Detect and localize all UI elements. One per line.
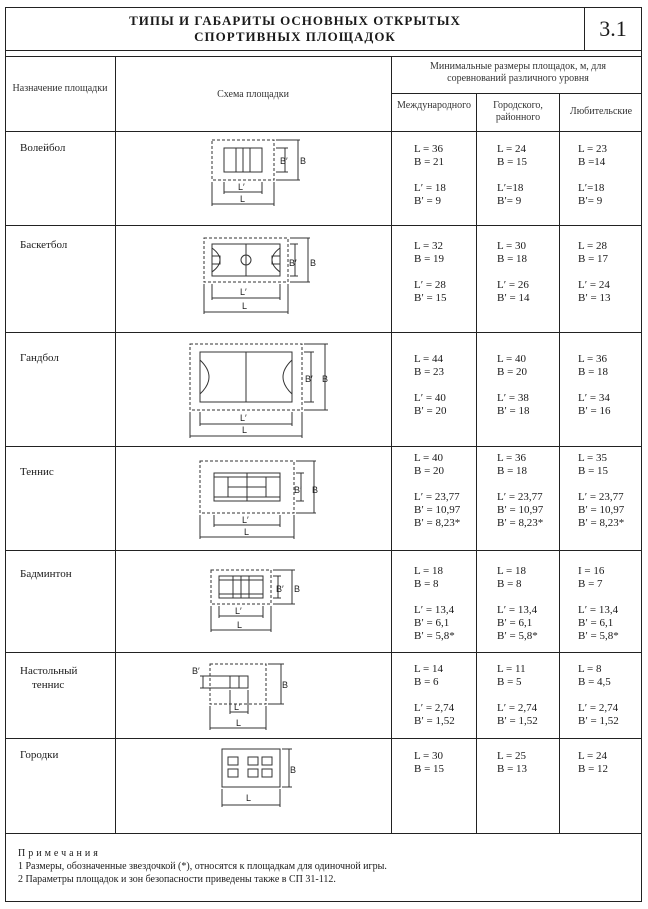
size-value: B′ = 20 xyxy=(414,405,447,417)
size-cell-amateur xyxy=(578,240,610,305)
handball-scheme xyxy=(180,340,330,440)
header-international: Международного xyxy=(397,100,471,111)
dim-b-prime: B′ xyxy=(276,584,284,594)
size-value: B = 12 xyxy=(578,763,609,775)
dim-b: B xyxy=(310,258,317,268)
col-divider xyxy=(391,56,392,833)
size-value: L = 24 xyxy=(578,750,608,762)
size-value: B = 18 xyxy=(497,253,528,265)
size-value: L′ = 13,4 xyxy=(497,604,538,616)
size-value: L′ = 40 xyxy=(414,392,446,404)
table-top-rule xyxy=(5,56,642,57)
size-value: B = 23 xyxy=(414,366,445,378)
size-value xyxy=(497,689,538,702)
size-value: L = 36 xyxy=(414,143,444,155)
size-value: B′ = 18 xyxy=(497,405,530,417)
header-sizes: Минимальные размеры площадок, м, для соревнований различного уровня xyxy=(430,61,606,84)
table-tennis-scheme xyxy=(186,656,296,736)
badminton-scheme xyxy=(203,566,303,636)
dim-b: B xyxy=(322,374,329,384)
size-value xyxy=(578,591,619,604)
size-value: B′= 9 xyxy=(578,195,603,207)
size-value: B′ = 8,23* xyxy=(578,517,625,529)
subheader-rule xyxy=(391,93,642,94)
size-value xyxy=(497,266,529,279)
header-scheme: Схема площадки xyxy=(217,89,289,100)
size-value xyxy=(414,379,446,392)
sport-table-tennis-line1: Настольный xyxy=(20,665,78,677)
size-value: B′ = 10,97 xyxy=(578,504,625,516)
page-title xyxy=(5,7,585,51)
size-value: B′ = 10,97 xyxy=(497,504,544,516)
size-value xyxy=(497,379,529,392)
size-value: L′ = 13,4 xyxy=(414,604,455,616)
size-value xyxy=(414,478,460,491)
size-value: B′= 9 xyxy=(497,195,522,207)
size-value: B = 18 xyxy=(497,465,528,477)
size-cell-city xyxy=(497,353,529,418)
header-purpose: Назначение площадки xyxy=(12,83,108,94)
size-value: L′ = 24 xyxy=(578,279,610,291)
dim-l: L xyxy=(237,620,243,630)
size-value: B′ = 1,52 xyxy=(578,715,619,727)
note-2: 2 Параметры площадок и зон безопасности приведены также в СП 31-112. xyxy=(18,874,336,885)
dim-b-prime: B′ xyxy=(192,666,200,676)
size-value: B = 5 xyxy=(497,676,522,688)
size-value: B = 15 xyxy=(414,763,445,775)
size-value: L = 30 xyxy=(497,240,527,252)
size-value: L = 40 xyxy=(414,452,444,464)
header-city: Городского, районного xyxy=(493,100,543,123)
table-frame xyxy=(5,7,642,902)
size-value: L′ = 23,77 xyxy=(497,491,543,503)
size-value: B = 4,5 xyxy=(578,676,611,688)
row-divider xyxy=(5,225,642,226)
size-value: B′ = 6,1 xyxy=(578,617,614,629)
size-value: L′=18 xyxy=(578,182,605,194)
size-value: B′ = 5,8* xyxy=(497,630,538,642)
size-value xyxy=(578,379,610,392)
gorodki-scheme xyxy=(218,745,318,827)
row-divider xyxy=(5,550,642,551)
dim-l-prime: L′ xyxy=(234,702,241,712)
basketball-scheme xyxy=(194,234,317,319)
size-cell-amateur xyxy=(578,452,624,530)
size-value: B = 20 xyxy=(414,465,445,477)
size-value: B = 21 xyxy=(414,156,445,168)
dim-l-prime: L′ xyxy=(238,182,245,192)
size-value: L′ = 23,77 xyxy=(578,491,624,503)
col-divider xyxy=(115,56,116,833)
size-cell-intl xyxy=(414,452,460,530)
size-value xyxy=(414,169,446,182)
size-value: L′ = 34 xyxy=(578,392,610,404)
size-value: B = 19 xyxy=(414,253,445,265)
size-value xyxy=(497,169,527,182)
size-value xyxy=(414,689,455,702)
size-value: L′ = 23,77 xyxy=(414,491,460,503)
size-value xyxy=(497,591,538,604)
size-value: B′ = 6,1 xyxy=(497,617,533,629)
size-value: B′ = 5,8* xyxy=(414,630,455,642)
size-value: B′ = 9 xyxy=(414,195,441,207)
dim-b: B xyxy=(312,485,319,495)
size-value: B =14 xyxy=(578,156,606,168)
size-cell-amateur xyxy=(578,663,619,728)
size-value xyxy=(497,478,543,491)
size-cell-city xyxy=(497,565,538,643)
size-cell-intl xyxy=(414,750,444,776)
size-value: B′ = 16 xyxy=(578,405,611,417)
size-value: L = 25 xyxy=(497,750,527,762)
size-value: L′ = 18 xyxy=(414,182,446,194)
dim-l-prime: L′ xyxy=(235,606,242,616)
sport-table-tennis xyxy=(20,664,77,692)
sport-tennis: Теннис xyxy=(20,466,54,478)
sport-handball: Гандбол xyxy=(20,352,59,364)
size-value: B′ = 1,52 xyxy=(414,715,455,727)
dim-b: B xyxy=(282,680,289,690)
size-value xyxy=(578,478,624,491)
size-value: B = 15 xyxy=(578,465,609,477)
volleyball-scheme xyxy=(200,136,310,211)
size-value: L′=18 xyxy=(497,182,524,194)
size-value: L = 8 xyxy=(578,663,602,675)
size-cell-amateur xyxy=(578,750,608,776)
size-value: B = 18 xyxy=(578,366,609,378)
size-value: B′ = 6,1 xyxy=(414,617,450,629)
size-value: B′ = 13 xyxy=(578,292,611,304)
size-value: B = 17 xyxy=(578,253,609,265)
size-value: L = 44 xyxy=(414,353,444,365)
size-value: L′ = 38 xyxy=(497,392,529,404)
size-value: L′ = 2,74 xyxy=(497,702,538,714)
sport-badminton: Бадминтон xyxy=(20,568,72,580)
size-cell-intl xyxy=(414,143,446,208)
size-value: L′ = 26 xyxy=(497,279,529,291)
dim-b-prime: B′ xyxy=(294,485,302,495)
dim-l-prime: L′ xyxy=(240,287,247,297)
size-cell-city xyxy=(497,452,543,530)
header-amateur: Любительские xyxy=(569,106,633,117)
size-cell-city xyxy=(497,750,527,776)
dim-l: L xyxy=(242,425,248,435)
notes-divider xyxy=(5,833,642,834)
title-line-2: СПОРТИВНЫХ ПЛОЩАДОК xyxy=(194,29,396,44)
size-value: L = 24 xyxy=(497,143,527,155)
row-divider xyxy=(5,332,642,333)
col-divider xyxy=(476,93,477,833)
size-value xyxy=(414,591,455,604)
size-value: L′ = 2,74 xyxy=(578,702,619,714)
size-value: B′ = 10,97 xyxy=(414,504,461,516)
size-value: L = 18 xyxy=(414,565,444,577)
size-value: L = 40 xyxy=(497,353,527,365)
size-value: B′ = 1,52 xyxy=(497,715,538,727)
size-value: B′ = 5,8* xyxy=(578,630,619,642)
dim-b: B xyxy=(300,156,307,166)
dim-l-prime: L′ xyxy=(240,413,247,423)
size-value xyxy=(578,266,610,279)
size-cell-amateur xyxy=(578,565,619,643)
dim-l: L xyxy=(236,718,242,728)
notes-heading: Примечания xyxy=(18,848,101,859)
size-value: L′ = 28 xyxy=(414,279,446,291)
sport-basketball: Баскетбол xyxy=(20,239,68,251)
sport-volleyball: Волейбол xyxy=(20,142,66,154)
size-value: L′ = 2,74 xyxy=(414,702,455,714)
col-divider xyxy=(559,93,560,833)
size-cell-city xyxy=(497,143,527,208)
size-value: B = 8 xyxy=(414,578,439,590)
size-cell-amateur xyxy=(578,143,607,208)
dim-b-prime: B′ xyxy=(289,258,297,268)
size-value: B = 8 xyxy=(497,578,522,590)
title-line-1: ТИПЫ И ГАБАРИТЫ ОСНОВНЫХ ОТКРЫТЫХ xyxy=(129,13,461,28)
size-value: L = 36 xyxy=(578,353,608,365)
size-value: B′ = 8,23* xyxy=(497,517,544,529)
size-value: B = 6 xyxy=(414,676,439,688)
size-cell-city xyxy=(497,240,529,305)
size-value xyxy=(414,266,446,279)
size-value: L = 23 xyxy=(578,143,608,155)
size-value: B = 20 xyxy=(497,366,528,378)
size-cell-intl xyxy=(414,565,455,643)
size-value: I = 16 xyxy=(578,565,605,577)
dim-b: B xyxy=(294,584,301,594)
notes xyxy=(18,847,387,886)
size-value: L = 36 xyxy=(497,452,527,464)
dim-l: L xyxy=(244,527,250,537)
size-value: L = 28 xyxy=(578,240,608,252)
dim-l: L xyxy=(240,194,246,204)
size-value: L = 18 xyxy=(497,565,527,577)
size-cell-city xyxy=(497,663,538,728)
size-value: B′ = 15 xyxy=(414,292,447,304)
size-value: B = 15 xyxy=(497,156,528,168)
sport-table-tennis-line2: теннис xyxy=(32,679,65,691)
size-cell-intl xyxy=(414,663,455,728)
sport-gorodki: Городки xyxy=(20,749,59,761)
size-value: L = 35 xyxy=(578,452,608,464)
note-1: 1 Размеры, обозначенные звездочкой (*), относятся к площадкам для одиночной игры. xyxy=(18,861,387,872)
dim-l: L xyxy=(246,793,252,803)
tennis-scheme xyxy=(190,457,320,542)
size-cell-amateur xyxy=(578,353,610,418)
dim-b-prime: B′ xyxy=(280,156,288,166)
size-cell-intl xyxy=(414,240,446,305)
row-divider xyxy=(5,446,642,447)
dim-l: L xyxy=(242,301,248,311)
row-divider xyxy=(5,738,642,739)
size-value: L = 11 xyxy=(497,663,526,675)
size-value: L′ = 13,4 xyxy=(578,604,619,616)
size-value: L = 30 xyxy=(414,750,444,762)
dim-b-prime: B′ xyxy=(305,374,313,384)
header-bottom-rule xyxy=(5,131,642,132)
size-value xyxy=(578,169,607,182)
size-value: B = 7 xyxy=(578,578,603,590)
row-divider xyxy=(5,652,642,653)
size-value xyxy=(578,689,619,702)
section-code: 3.1 xyxy=(584,7,642,51)
size-value: B′ = 14 xyxy=(497,292,530,304)
dim-l-prime: L′ xyxy=(242,515,249,525)
size-value: B′ = 8,23* xyxy=(414,517,461,529)
size-value: B = 13 xyxy=(497,763,528,775)
size-value: L = 14 xyxy=(414,663,444,675)
dim-b: B xyxy=(290,765,297,775)
size-value: L = 32 xyxy=(414,240,444,252)
size-cell-intl xyxy=(414,353,446,418)
